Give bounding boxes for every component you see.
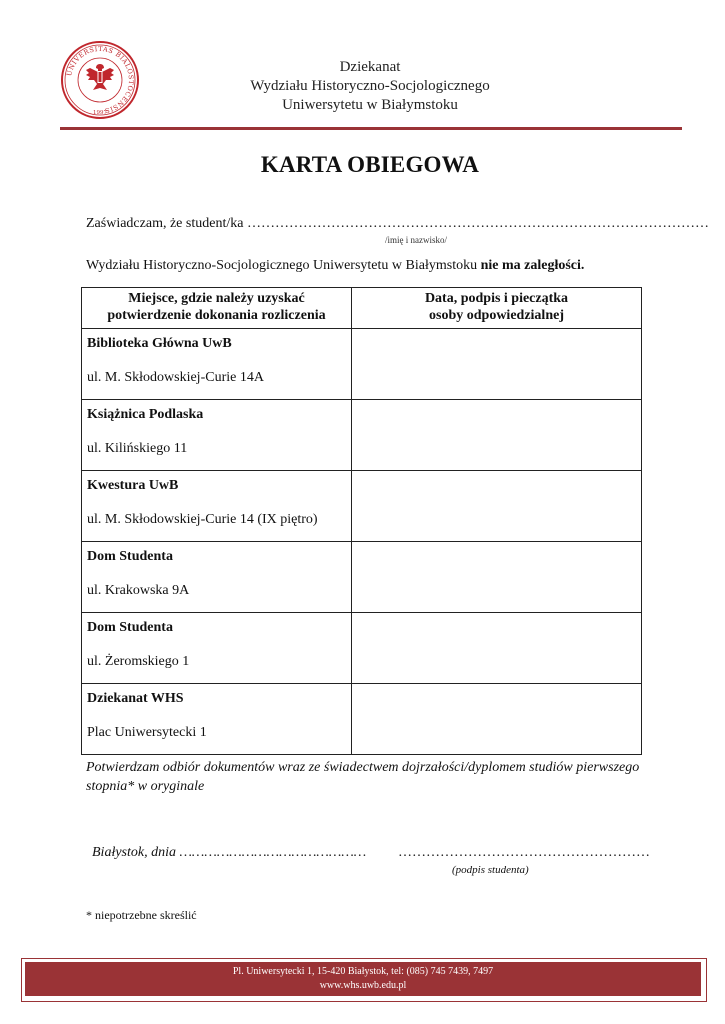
place-cell <box>82 329 352 400</box>
seal-text: UNIVERSITAS BIALOSTOCENSIS <box>65 44 136 115</box>
place-name: Dom Studenta <box>87 620 173 635</box>
table-row <box>82 613 642 684</box>
table-header-row <box>82 288 642 329</box>
table-row <box>82 684 642 755</box>
footnote: * niepotrzebne skreślić <box>86 908 197 922</box>
place-name: Książnica Podlaska <box>87 407 204 422</box>
signature-cell <box>352 329 642 400</box>
place-cell <box>82 400 352 471</box>
confirmation-statement: Potwierdzam odbiór dokumentów wraz ze świadectwem dojrzałości/dyplomem studiów pierwszego stopnia* w oryginale <box>86 760 640 794</box>
footer-website: www.whs.uwb.edu.pl <box>319 980 407 991</box>
declaration-text: Zaświadczam, że student/ka <box>86 216 244 231</box>
table-row <box>82 471 642 542</box>
header-line-2: Wydziału Historyczno-Socjologicznego <box>250 78 490 94</box>
place-cell <box>82 471 352 542</box>
place-name: Dziekanat WHS <box>87 691 184 706</box>
institution-header <box>200 58 540 115</box>
place-address: ul. M. Skłodowskiej-Curie 14 (IX piętro) <box>87 512 318 527</box>
place-name: Dom Studenta <box>87 549 173 564</box>
city-date-field: Białystok, dnia ……………………………………… <box>92 845 367 860</box>
place-cell <box>82 542 352 613</box>
table-row <box>82 329 642 400</box>
header-signature-line-2: osoby odpowiedzialnej <box>429 308 564 323</box>
footer-address: Pl. Uniwersytecki 1, 15-420 Białystok, tel: (085) 745 7439, 7497 <box>232 966 494 977</box>
declaration-line <box>86 216 709 232</box>
place-cell <box>82 613 352 684</box>
signature-cell <box>352 542 642 613</box>
header-line-1: Dziekanat <box>339 59 401 75</box>
seal-graphic <box>60 40 140 120</box>
faculty-text: Wydziału Historyczno-Socjologicznego Uniwersytetu w Białymstoku <box>86 258 478 273</box>
header-place-line-1: Miejsce, gdzie należy uzyskać <box>128 291 305 306</box>
header-divider <box>60 127 682 130</box>
header-signature <box>352 288 642 329</box>
name-field-hint: /imię i nazwisko/ <box>385 235 447 245</box>
place-name: Biblioteka Główna UwB <box>87 336 232 351</box>
signature-cell <box>352 684 642 755</box>
signature-cell <box>352 471 642 542</box>
student-signature-field: ……………………………………………… <box>398 845 650 860</box>
no-arrears-text: nie ma zaległości. <box>480 258 585 273</box>
header-place <box>82 288 352 329</box>
header-signature-line-1: Data, podpis i pieczątka <box>424 291 569 306</box>
signature-hint: (podpis studenta) <box>452 864 529 876</box>
university-seal-logo <box>60 40 140 120</box>
table-row <box>82 542 642 613</box>
place-address: ul. Krakowska 9A <box>87 583 190 598</box>
place-name: Kwestura UwB <box>87 478 179 493</box>
document-title: KARTA OBIEGOWA <box>260 152 480 177</box>
place-address: Plac Uniwersytecki 1 <box>87 725 207 740</box>
place-address: ul. M. Skłodowskiej-Curie 14A <box>87 370 264 385</box>
table-row <box>82 400 642 471</box>
place-address: ul. Żeromskiego 1 <box>87 654 190 669</box>
footer-bar <box>25 962 701 996</box>
name-fill-field: ……………………………………………………………………………………… <box>246 216 709 231</box>
place-address: ul. Kilińskiego 11 <box>87 441 188 456</box>
signature-cell <box>352 400 642 471</box>
clearance-table <box>81 287 642 755</box>
faculty-line <box>86 258 584 274</box>
header-line-3: Uniwersytetu w Białymstoku <box>282 97 458 113</box>
place-cell <box>82 684 352 755</box>
header-place-line-2: potwierdzenie dokonania rozliczenia <box>107 308 326 323</box>
signature-cell <box>352 613 642 684</box>
seal-year: 1997 <box>93 110 107 116</box>
